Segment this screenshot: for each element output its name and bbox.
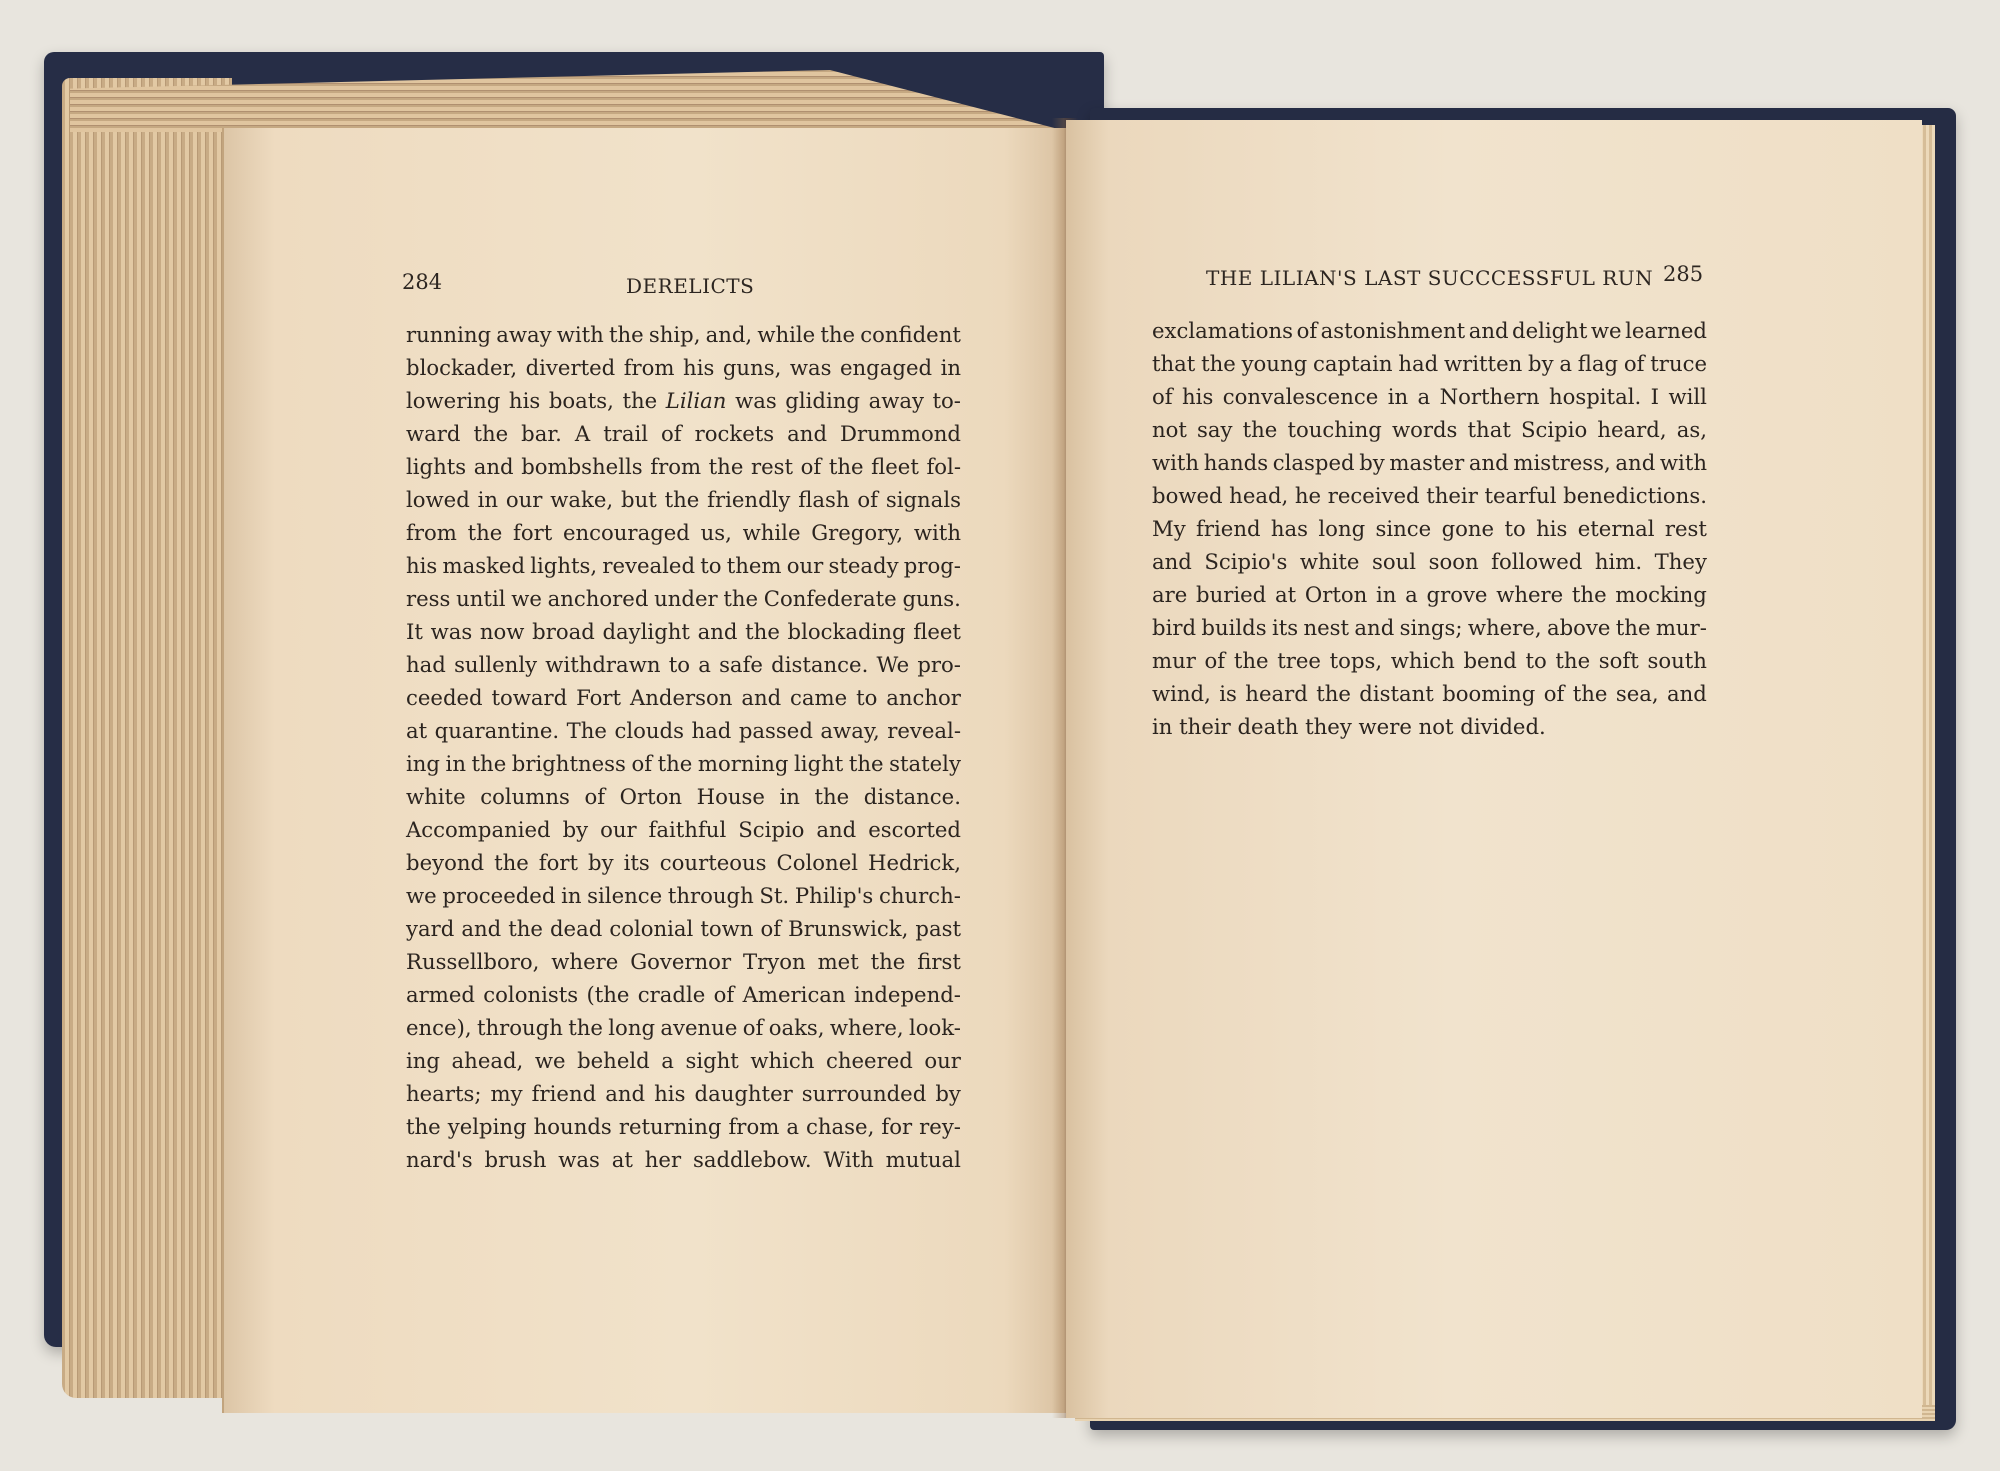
text-line: ing ahead, we beheld a sight which cheered our <box>406 1048 961 1073</box>
text-line: It was now broad daylight and the blockading fleet <box>406 619 961 644</box>
text-line: lowering his boats, the Lilian was gliding away to- <box>406 388 961 413</box>
text-line: Accompanied by our faithful Scipio and escorted <box>406 817 961 842</box>
text-line: his masked lights, revealed to them our steady prog- <box>406 553 961 578</box>
page-edges-left <box>62 78 232 1398</box>
left-page-number: 284 <box>402 270 443 294</box>
text-line: running away with the ship, and, while the confident <box>406 322 961 347</box>
text-line: yard and the dead colonial town of Brunswick, past <box>406 916 961 941</box>
text-line: that the young captain had written by a flag of truce <box>1152 351 1707 376</box>
text-line: ing in the brightness of the morning light the stately <box>406 751 961 776</box>
text-line: of his convalescence in a Northern hospital. I will <box>1152 384 1707 409</box>
text-line: ceeded toward Fort Anderson and came to anchor <box>406 685 961 710</box>
text-line: My friend has long since gone to his eternal rest <box>1152 516 1707 541</box>
right-running-head: THE LILIAN'S LAST SUCCCESSFUL RUN <box>1206 266 1654 290</box>
text-line: white columns of Orton House in the distance. <box>406 784 961 809</box>
text-line: armed colonists (the cradle of American independ- <box>406 982 961 1007</box>
text-line: ward the bar. A trail of rockets and Drummond <box>406 421 961 446</box>
text-line: beyond the fort by its courteous Colonel Hedrick, <box>406 850 961 875</box>
text-line: from the fort encouraged us, while Gregory, with <box>406 520 961 545</box>
text-line: the yelping hounds returning from a chase, for rey- <box>406 1114 961 1139</box>
text-line: lights and bombshells from the rest of the fleet fol- <box>406 454 961 479</box>
text-line: hearts; my friend and his daughter surrounded by <box>406 1081 961 1106</box>
right-page-number: 285 <box>1663 262 1704 286</box>
left-body-text <box>406 318 961 1176</box>
text-line: we proceeded in silence through St. Philip's church- <box>406 883 961 908</box>
text-line: blockader, diverted from his guns, was engaged in <box>406 355 961 380</box>
right-body-text <box>1152 314 1707 743</box>
text-line: and Scipio's white soul soon followed him. They <box>1152 549 1707 574</box>
text-line: wind, is heard the distant booming of the sea, and <box>1152 681 1707 706</box>
text-line: nard's brush was at her saddlebow. With mutual <box>406 1147 961 1172</box>
text-line: with hands clasped by master and mistress, and with <box>1152 450 1707 475</box>
text-line: in their death they were not divided. <box>1152 714 1546 739</box>
text-line: Russellboro, where Governor Tryon met the first <box>406 949 961 974</box>
text-line: mur of the tree tops, which bend to the soft south <box>1152 648 1707 673</box>
text-line: are buried at Orton in a grove where the mocking <box>1152 582 1707 607</box>
right-page <box>1066 120 1922 1418</box>
text-line: not say the touching words that Scipio heard, as, <box>1152 417 1707 442</box>
text-line: bird builds its nest and sings; where, above the mur- <box>1152 615 1707 640</box>
text-line: exclamations of astonishment and delight we learned <box>1152 318 1707 343</box>
text-line: had sullenly withdrawn to a safe distance. We pro- <box>406 652 961 677</box>
text-line: lowed in our wake, but the friendly flash of signals <box>406 487 961 512</box>
text-line: at quarantine. The clouds had passed away, reveal- <box>406 718 961 743</box>
text-line: bowed head, he received their tearful benedictions. <box>1152 483 1707 508</box>
text-line: ence), through the long avenue of oaks, where, look- <box>406 1015 961 1040</box>
left-running-head: DERELICTS <box>626 274 755 298</box>
text-line: ress until we anchored under the Confederate guns. <box>406 586 961 611</box>
left-page <box>222 128 1072 1413</box>
